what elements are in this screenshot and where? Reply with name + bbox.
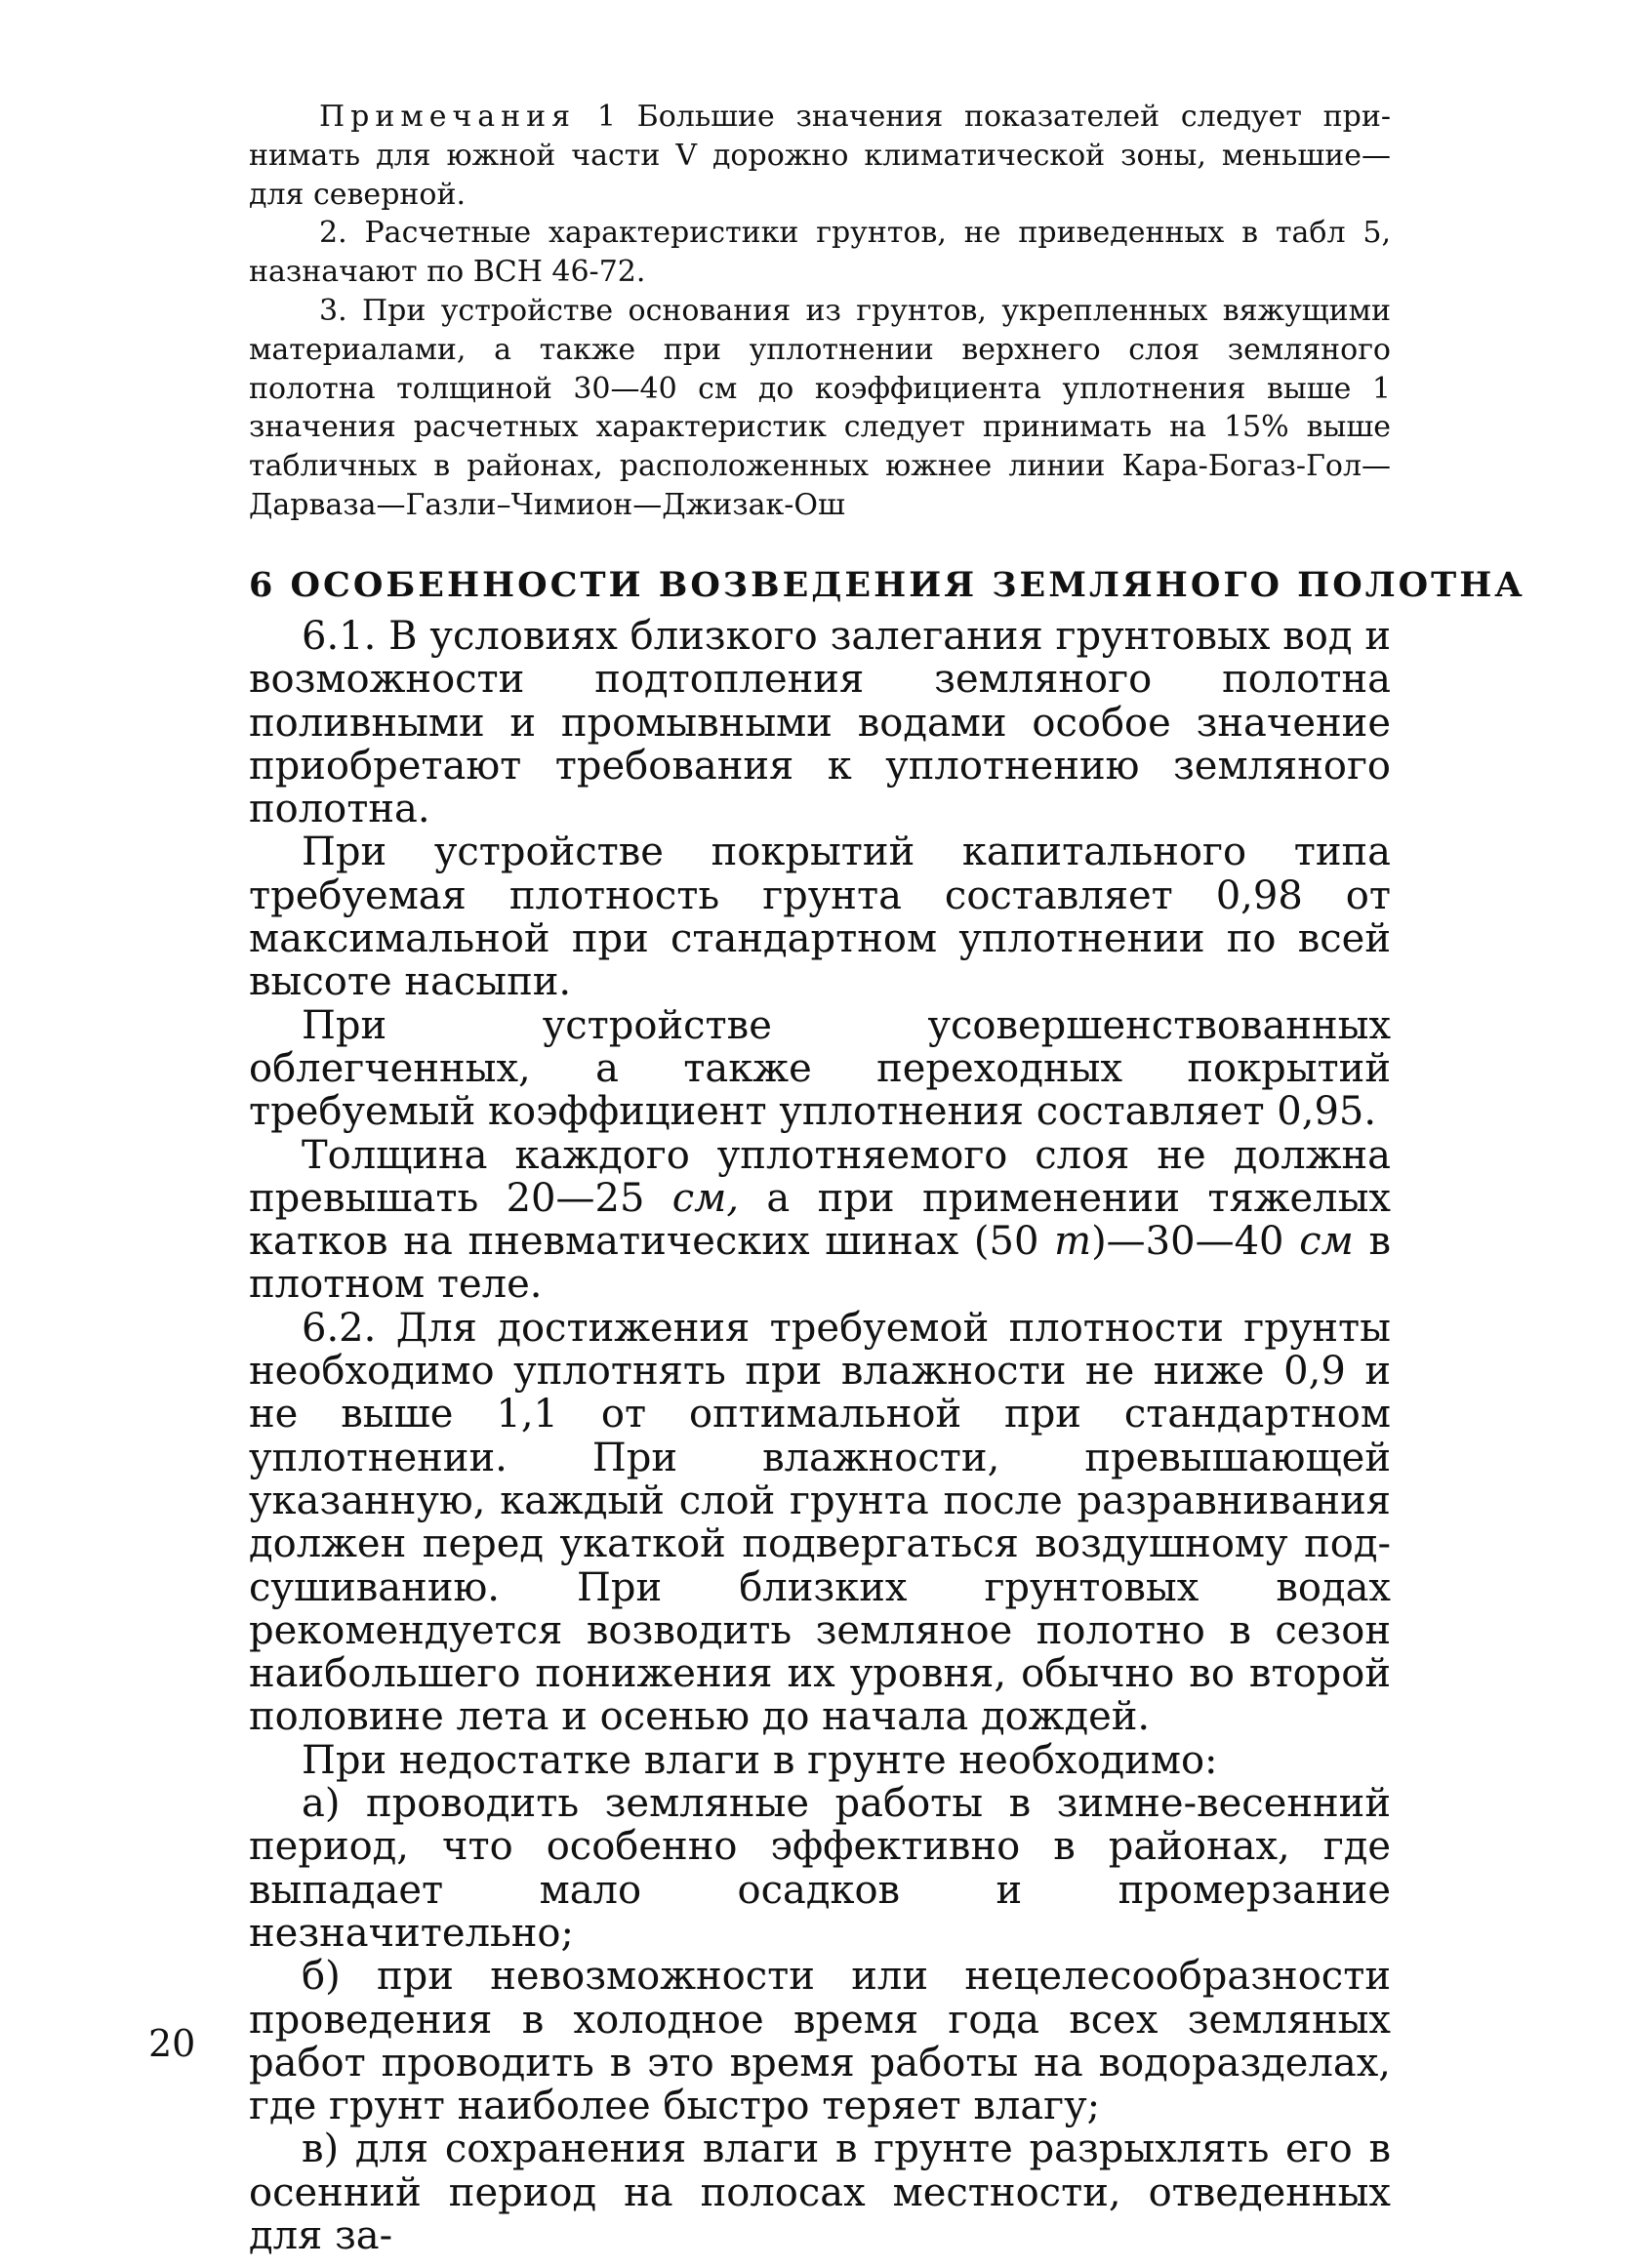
paragraph-density-improved: При устройстве усовершенствованных облегченных, а также переходных покрытий требуемый коэффициент уплотнения составляет 0,95. [249, 1002, 1391, 1135]
paragraph-density-capital: При устройстве покрытий капитального типа требуемая плотность грунта составляет 0,98 от максимальной при стандартном уплотнении по всей высоте насыпи. [249, 830, 1391, 1005]
note-2: 2. Расчетные характеристики грунтов, не приведенных в табл 5, назначают по ВСН 46-72. [249, 216, 1391, 290]
notes-section [249, 98, 1391, 525]
page-number: 20 [148, 2022, 196, 2065]
list-item-c: в) для сохранения влаги в грунте разрыхлять его в осенний период на полосах местности, отведенных для за- [249, 2126, 1391, 2258]
paragraph-moisture-lack: При недостатке влаги в грунте необходимо: [302, 1737, 1218, 1783]
note-1-label: Примечания [319, 100, 577, 134]
unit-cm-2: см [1299, 1219, 1354, 1265]
list-item-a: а) проводить земляные работы в зимне-весенний период, что особенно эффективно в районах, где выпадает мало осадков и промерзание незначительно; [249, 1781, 1391, 1956]
paragraph-6-1: 6.1. В условиях близкого залегания грунтовых вод и возможности подтопления земляного полотна поливными и промывными водами особое значение приобретают требования к уплотнению земляного полотна. [249, 614, 1391, 832]
unit-cm-1: см, [671, 1175, 740, 1221]
list-item-b: б) при невозможности или нецелесообразности проведения в холодное время года всех земляных работ проводить в это время работы на водоразделах, где грунт наиболее быстро теряет влагу; [249, 1954, 1391, 2129]
layer-thickness-text-4: в плотном теле. [249, 1219, 1392, 1308]
note-3: 3. При устройстве основания из грунтов, укрепленных вяжущими материалами, а также при уплотнении верхнего слоя земляного полотна толщиной 30—40 см до коэффициента уплотнения выше 1 значения расчетных характеристик следует принимать на 15% выше табличных в районах, расположенных южнее линии Кара-Богаз-Гол—Дарваза—Газли–Чимион—Джизак-Ош [249, 293, 1391, 522]
paragraph-layer-thickness [249, 1134, 1391, 1307]
body-text [249, 615, 1391, 2257]
paragraph-6-2: 6.2. Для достижения требуемой плотности грунты необходимо уплотнять при влажности не ниже 0,9 и не выше 1,1 от оптимальной при стандартном уплотнении. При влажности, превышающей указанную, каждый слой грунта после разравнивания должен перед укаткой подвергаться воздушному подсушиванию. При близких грунтовых водах рекомендуется возводить земляное полотно в сезон наибольшего понижения их уровня, обычно во второй половине лета и осенью до начала дождей. [249, 1305, 1391, 1740]
layer-thickness-text-3: )—30—40 [1091, 1219, 1300, 1265]
layer-thickness-text-1: Толщина каждого уплотняемого слоя не должна превышать 20—25 [249, 1132, 1391, 1221]
note-1 [249, 98, 1391, 214]
layer-thickness-text-2: а при применении тяжелых катков на пневматических шинах (50 [249, 1175, 1391, 1265]
section-heading: 6 ОСОБЕННОСТИ ВОЗВЕДЕНИЯ ЗЕМЛЯНОГО ПОЛОТНА [249, 565, 1525, 605]
note-1-text: Большие значения показателей следует принимать для южной части V дорожно климатической зоны, меньшие— для северной. [249, 100, 1391, 212]
note-1-number: 1 [596, 100, 616, 134]
unit-t: т [1054, 1219, 1092, 1265]
